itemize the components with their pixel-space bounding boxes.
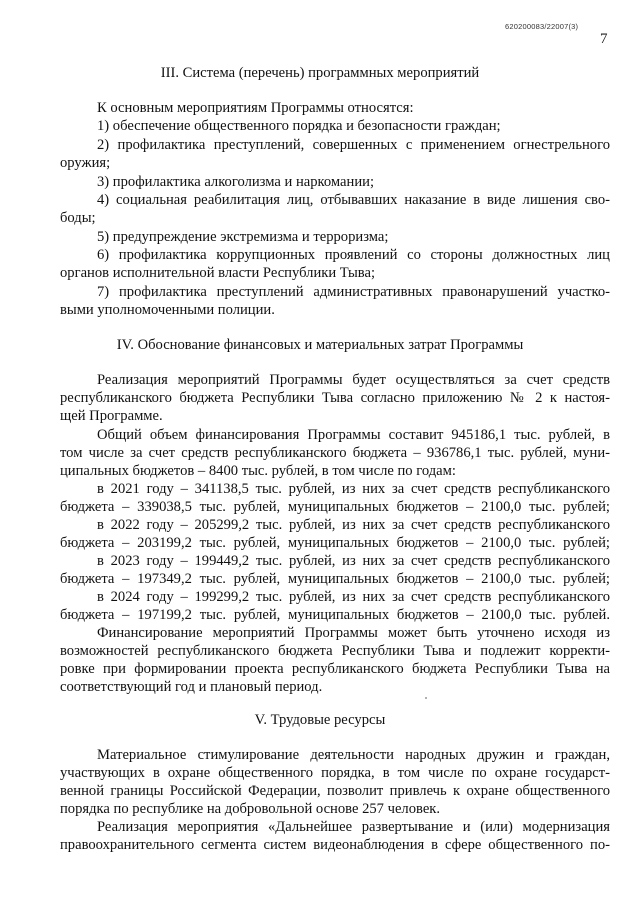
paragraph-line: выми уполномоченными полиции.	[60, 302, 275, 318]
document-id: 620200083/22007(3)	[505, 22, 579, 31]
paragraph-line: в 2024 году – 199299,2 тыс. рублей, из них за счет средств республиканского	[97, 589, 610, 605]
paragraph-line: бюджета – 197349,2 тыс. рублей, муниципальных бюджетов – 2100,0 тыс. рублей;	[60, 571, 610, 587]
paragraph-line: 5) предупреждение экстремизма и терроризма;	[97, 229, 389, 245]
paragraph-line: К основным мероприятиям Программы относятся:	[97, 100, 414, 116]
paragraph-line: Материальное стимулирование деятельности народных дружин и граждан,	[97, 747, 610, 763]
paragraph-line: 2) профилактика преступлений, совершенных с применением огнестрельного	[97, 137, 610, 153]
paragraph-line: бюджета – 203199,2 тыс. рублей, муниципальных бюджетов – 2100,0 тыс. рублей;	[60, 535, 610, 551]
paragraph-line: участвующих в охране общественного порядка, в том числе по охране государст-	[60, 765, 610, 781]
section-5-title: V. Трудовые ресурсы	[254, 712, 386, 728]
paragraph-line: республиканского бюджета Республики Тыва согласно приложению № 2 к настоя-	[60, 390, 610, 406]
paragraph-line: венной границы Российской Федерации, позволит привлечь к охране общественного	[60, 783, 610, 799]
paragraph-line: 4) социальная реабилитация лиц, отбывавших наказание в виде лишения сво-	[97, 192, 610, 208]
paragraph-line: Реализация мероприятия «Дальнейшее развертывание и (или) модернизация	[97, 819, 610, 835]
paragraph-line: порядка по республике на добровольной основе 257 человек.	[60, 801, 441, 817]
paragraph-line: щей Программе.	[60, 408, 163, 424]
paragraph-line: Реализация мероприятий Программы будет осуществляться за счет средств	[97, 372, 610, 388]
paragraph-line: бюджета – 197199,2 тыс. рублей, муниципальных бюджетов – 2100,0 тыс. рублей.	[60, 607, 610, 623]
paragraph-line: ровке при формировании проекта республиканского бюджета Республики Тыва на	[60, 661, 610, 677]
paragraph-line: возможностей республиканского бюджета Республики Тыва и подлежит корректи-	[60, 643, 610, 659]
paragraph-line: 1) обеспечение общественного порядка и безопасности граждан;	[97, 118, 501, 134]
paragraph-line: том числе за счет средств республиканского бюджета – 936786,1 тыс. рублей, муни-	[60, 445, 610, 461]
paragraph-line: соответствующий год и плановый период.	[60, 679, 323, 695]
paragraph-line: 6) профилактика коррупционных проявлений со стороны должностных лиц	[97, 247, 610, 263]
paragraph-line: ципальных бюджетов – 8400 тыс. рублей, в том числе по годам:	[60, 463, 456, 479]
paragraph-line: в 2021 году – 341138,5 тыс. рублей, из них за счет средств республиканского	[97, 481, 610, 497]
paragraph-line: в 2022 году – 205299,2 тыс. рублей, из них за счет средств республиканского	[97, 517, 610, 533]
paragraph-line: 3) профилактика алкоголизма и наркомании;	[97, 174, 374, 190]
scan-speck	[425, 697, 427, 699]
paragraph-line: правоохранительного сегмента систем видеонаблюдения в сфере общественного по-	[60, 837, 610, 853]
page-number: 7	[600, 31, 608, 47]
paragraph-line: оружия;	[60, 155, 111, 171]
section-4-title: IV. Обоснование финансовых и материальных затрат Программы	[116, 337, 524, 353]
paragraph-line: Финансирование мероприятий Программы может быть уточнено исходя из	[97, 625, 610, 641]
paragraph-line: 7) профилактика преступлений административных правонарушений участко-	[97, 284, 610, 300]
paragraph-line: бюджета – 339038,5 тыс. рублей, муниципальных бюджетов – 2100,0 тыс. рублей;	[60, 499, 610, 515]
paragraph-line: Общий объем финансирования Программы составит 945186,1 тыс. рублей, в	[97, 427, 610, 443]
paragraph-line: боды;	[60, 210, 96, 226]
paragraph-line: в 2023 году – 199449,2 тыс. рублей, из них за счет средств республиканского	[97, 553, 610, 569]
section-3-title: III. Система (перечень) программных мероприятий	[160, 65, 480, 81]
paragraph-line: органов исполнительной власти Республики Тыва;	[60, 265, 376, 281]
